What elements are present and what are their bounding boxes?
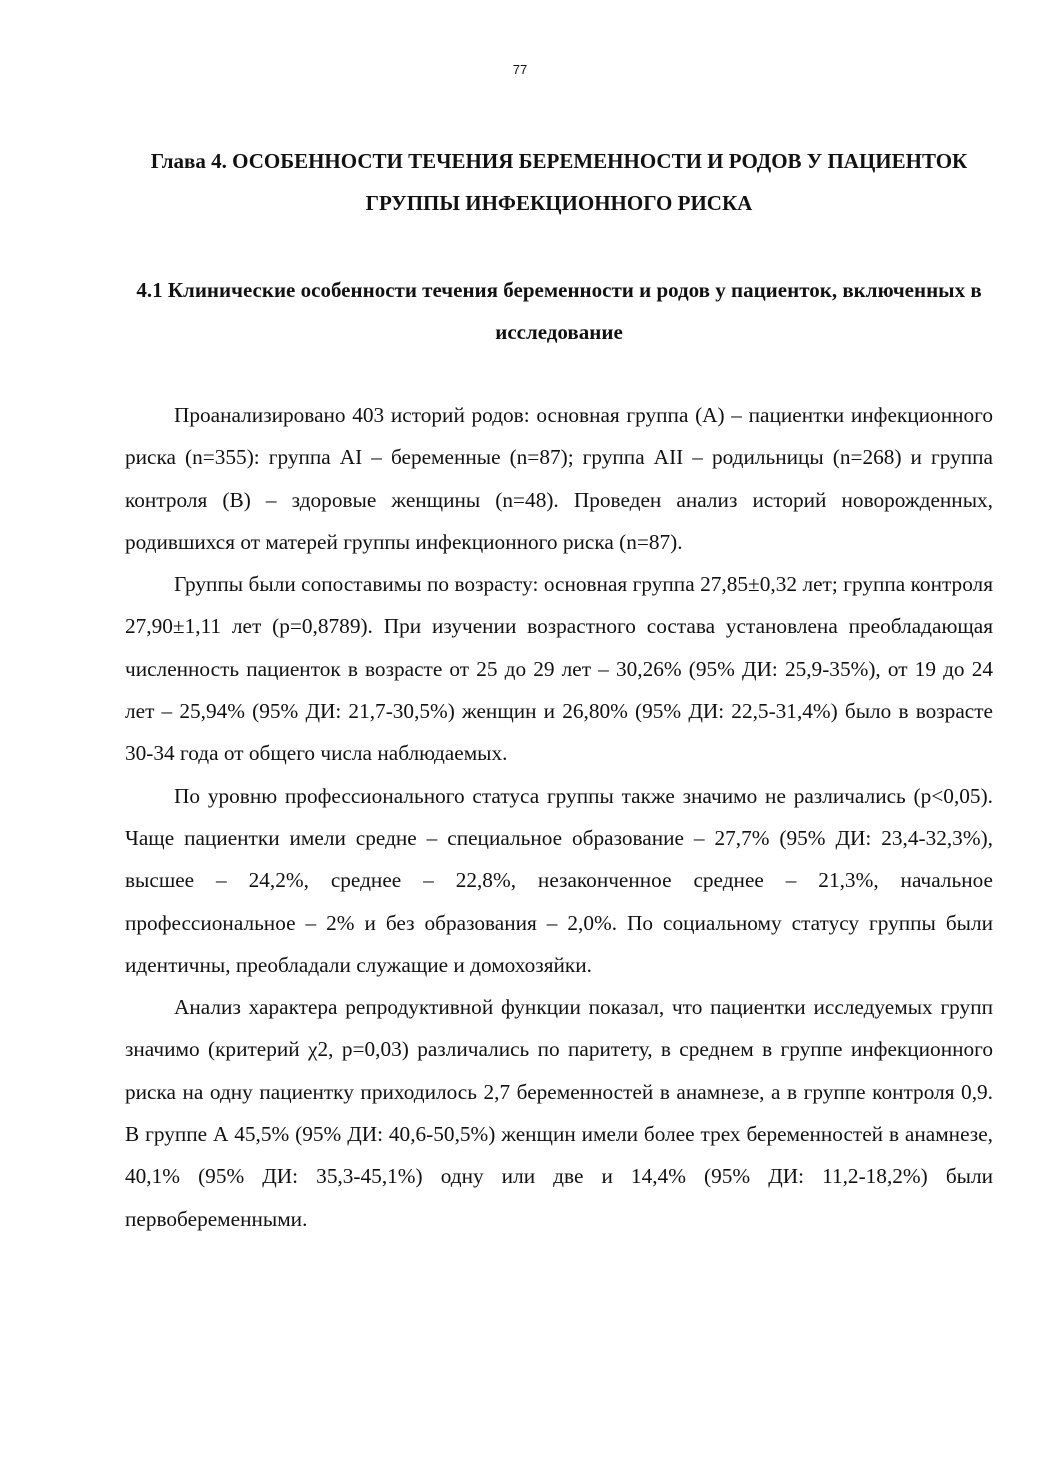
paragraph-records-analyzed: Проанализировано 403 историй родов: основная группа (А) – пациентки инфекционного риска (n=355): группа АI – беременные (n=87); группа АII – родильницы (n=268) и группа контроля (В) – здоровые женщины (n=48). Проведен анализ историй новорожденных, родившихся от матерей группы инфекционного риска (n=87). bbox=[125, 403, 993, 554]
section-title: 4.1 Клинические особенности течения беременности и родов у пациенток, включенных в исследование bbox=[136, 278, 982, 344]
paragraph-professional-status: По уровню профессионального статуса группы также значимо не различались (р<0,05). Чаще пациентки имели средне – специальное образование – 27,7% (95% ДИ: 23,4-32,3%), высшее – 24,2%, среднее – 22,8%, незаконченное среднее – 21,3%, начальное профессиональное – 2% и без образования – 2,0%. По социальному статусу группы были идентичны, преобладали служащие и домохозяйки. bbox=[125, 783, 993, 977]
chapter-title: Глава 4. ОСОБЕННОСТИ ТЕЧЕНИЯ БЕРЕМЕННОСТИ И РОДОВ У ПАЦИЕНТОК ГРУППЫ ИНФЕКЦИОННОГО РИСКА bbox=[150, 149, 968, 215]
body-text bbox=[125, 394, 993, 1240]
page-number: 77 bbox=[512, 62, 528, 77]
paragraph-reproductive-function: Анализ характера репродуктивной функции показал, что пациентки исследуемых групп значимо (критерий χ2, р=0,03) различались по паритету, в среднем в группе инфекционного риска на одну пациентку приходилось 2,7 беременностей в анамнезе, а в группе контроля 0,9. В группе А 45,5% (95% ДИ: 40,6-50,5%) женщин имели более трех беременностей в анамнезе, 40,1% (95% ДИ: 35,3-45,1%) одну или две и 14,4% (95% ДИ: 11,2-18,2%) были первобеременными. bbox=[125, 995, 993, 1231]
paragraph-age-comparison: Группы были сопоставимы по возрасту: основная группа 27,85±0,32 лет; группа контроля 27,90±1,11 лет (р=0,8789). При изучении возрастного состава установлена преобладающая численность пациенток в возрасте от 25 до 29 лет – 30,26% (95% ДИ: 25,9-35%), от 19 до 24 лет – 25,94% (95% ДИ: 21,7-30,5%) женщин и 26,80% (95% ДИ: 22,5-31,4%) было в возрасте 30-34 года от общего числа наблюдаемых. bbox=[125, 572, 993, 766]
